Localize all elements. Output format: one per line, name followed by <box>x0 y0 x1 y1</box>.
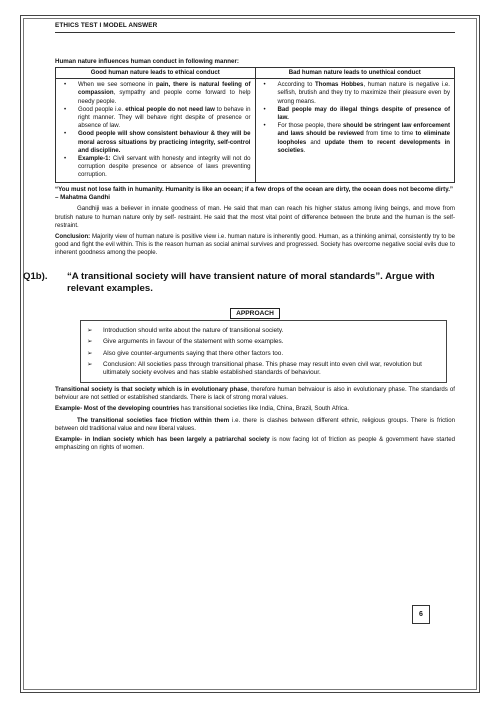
table-header-bad: Bad human nature leads to unethical conduct <box>255 68 455 79</box>
friction-paragraph: The transitional societies face friction within them i.e. there is clashes between different ethnic, religious groups. There is friction between old traditional value and new liberal values. <box>55 416 455 432</box>
question-number: Q1b). <box>23 270 48 282</box>
developing-countries-example: Example- Most of the developing countries has transitional societies like India, China, Brazil, South Africa. <box>55 405 349 413</box>
arrow-bullet-icon: ➢ <box>87 338 93 346</box>
approach-item: ➢ Give arguments in favour of the statement with some examples. <box>87 338 284 346</box>
header-title: ETHICS TEST I MODEL ANSWER <box>55 22 158 29</box>
comparison-table <box>55 67 455 183</box>
conclusion-paragraph: Conclusion: Majority view of human nature is positive view i.e. human nature is inherently good. Human, as a thinking animal, consistently try to be good and fight the evil within. This is the reason human as social animal survives and progressed. Society has overcome negative social evils due to inherent goodness among the people. <box>55 233 455 257</box>
list-item: • Bad people may do illegal things despite of presence of law. <box>278 106 451 122</box>
gandhi-quote: “You must not lose faith in humanity. Humanity is like an ocean; if a few drops of the ocean are dirty, the ocean does not become dirty.” – Mahatma Gandhi <box>55 185 454 202</box>
table-header-good: Good human nature leads to ethical conduct <box>56 68 256 79</box>
list-item: • For those people, there should be stringent law enforcement and laws should be reviewed from time to time to eliminate loopholes and update them to recent developments in societies. <box>278 122 451 155</box>
question-text: “A transitional society will have transient nature of moral standards”. Argue with relevant examples. <box>67 270 435 295</box>
page-number: 6 <box>412 605 430 624</box>
bad-nature-column <box>255 79 455 182</box>
page-content <box>23 22 455 452</box>
list-item: • Example-1: Civil servant with honesty and integrity will not do corruption despite presence or absence of laws preventing corruption. <box>78 155 251 180</box>
approach-box <box>80 320 447 383</box>
arrow-bullet-icon: ➢ <box>87 361 93 369</box>
approach-item: ➢ Also give counter-arguments saying that there other factors too. <box>87 349 284 357</box>
list-item: • Good people i.e. ethical people do not need law to behave in right manner. They will behave right despite of presence or absence of law. <box>78 106 251 131</box>
approach-title: APPROACH <box>230 308 280 319</box>
question-heading <box>23 271 455 296</box>
list-item: • When we see someone in pain, there is natural feeling of compassion, sympathy and people come forward to help needy people. <box>78 81 251 106</box>
arrow-bullet-icon: ➢ <box>87 326 93 334</box>
list-item: • According to Thomas Hobbes, human nature is negative i.e. selfish, brutish and they try to maximize their pleasure even by wrong means. <box>278 81 451 106</box>
good-nature-column <box>56 79 256 182</box>
header-rule <box>55 32 455 33</box>
list-item: • Good people will show consistent behaviour & they will be moral across situations by practicing integrity, self-control and discipline. <box>78 130 251 155</box>
gandhi-paragraph: Gandhiji was a believer in innate goodness of man. He said that man can reach his higher status among living beings, and move from brutish nature to human nature only by self- restraint. He said that the most vital point of difference between the brute and the human is the self-restraint. <box>55 205 455 229</box>
transitional-definition: Transitional society is that society which is in evolutionary phase, therefore human behvaiour is also in evolutionary phase. The standards of behviour are not settled or established standards. There is lack of strong moral values. <box>55 385 455 402</box>
approach-title-wrap <box>55 302 455 320</box>
approach-item: ➢ Introduction should write about the nature of transitional society. <box>87 326 284 334</box>
approach-item: ➢ Conclusion: All societies pass through transitional phase. This phase may result into even civil war, revolution but ultimately society evolves and has stable established standards of behaviour. <box>87 361 422 377</box>
intro-heading: Human nature influences human conduct in following manner: <box>55 58 239 65</box>
arrow-bullet-icon: ➢ <box>87 349 93 357</box>
indian-society-example: Example- in Indian society which has been largely a patriarchal society is now facing lot of friction as people & government have started emphasizing on rights of women. <box>55 435 455 452</box>
